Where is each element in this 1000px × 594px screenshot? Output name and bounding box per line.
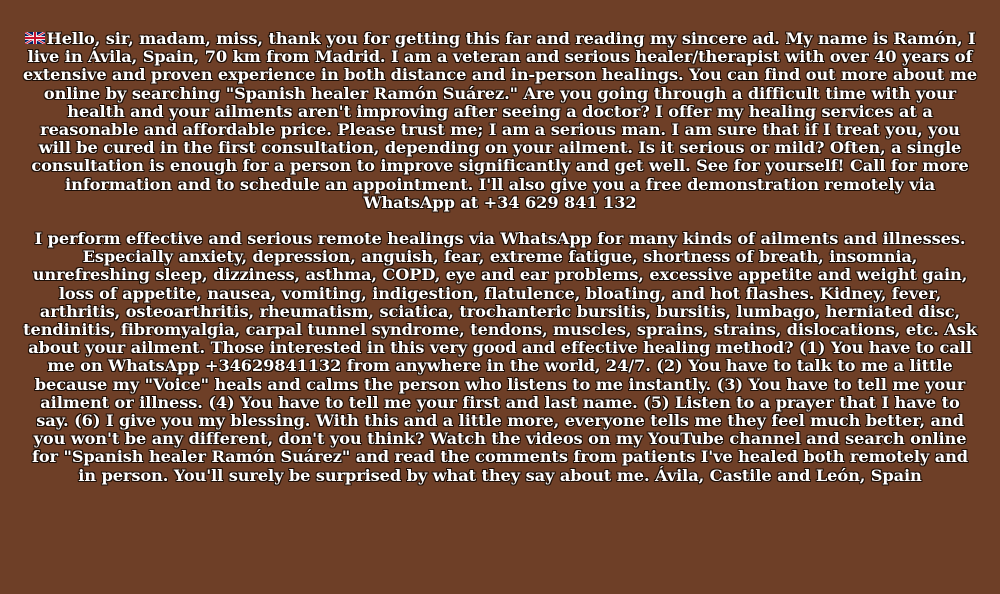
ad-paragraph-healings: I perform effective and serious remote healings via WhatsApp for many kinds of ailments and illnesses. Especially anxiety, depression, anguish, fear, extreme fatigue, shortness of breath, insomnia, unrefreshing sleep, dizziness, asthma, COPD, eye and ear problems, excessive appetite and weight gain, loss of appetite, nausea, vomiting, indigestion, flatulence, bloating, and hot flashes. Kidney, fever, arthritis, osteoarthritis, rheumatism, sciatica, trochanteric bursitis, bursitis, lumbago, herniated disc, tendinitis, fibromyalgia, carpal tunnel syndrome, tendons, muscles, sprains, strains, dislocations, etc. Ask about your ailment. Those interested in this very good and effective healing method? (1) You have to call me on WhatsApp +34629841132 from anywhere in the world, 24/7. (2) You have to talk to me a little because my "Voice" heals and calms the person who listens to me instantly. (3) You have to tell me your ailment or illness. (4) You have to tell me your first and last name. (5) Listen to a prayer that I have to say. (6) I give you my blessing. With this and a little more, everyone tells me they feel much better, and you won't be any different, don't you think? Watch the videos on my YouTube channel and search online for "Spanish healer Ramón Suárez" and read the comments from patients I've healed both remotely and in person. You'll surely be surprised by what they say about me. Ávila, Castile and León, Spain [23,229,977,485]
ad-paragraph-intro [22,30,978,212]
uk-flag-icon [25,32,45,44]
ad-paragraph-intro-text: Hello, sir, madam, miss, thank you for getting this far and reading my sincere ad. My name is Ramón, I live in Ávila, Spain, 70 km from Madrid. I am a veteran and serious healer/therapist with over 40 years of extensive and proven experience in both distance and in-person healings. You can find out more about me online by searching "Spanish healer Ramón Suárez." Are you going through a difficult time with your health and your ailments aren't improving after seeing a doctor? I offer my healing services at a reasonable and affordable price. Please trust me; I am a serious man. I am sure that if I treat you, you will be cured in the first consultation, depending on your ailment. Is it serious or mild? Often, a single consultation is enough for a person to improve significantly and get well. See for yourself! Call for more information and to schedule an appointment. I'll also give you a free demonstration remotely via WhatsApp at +34 629 841 132 [22,29,978,212]
